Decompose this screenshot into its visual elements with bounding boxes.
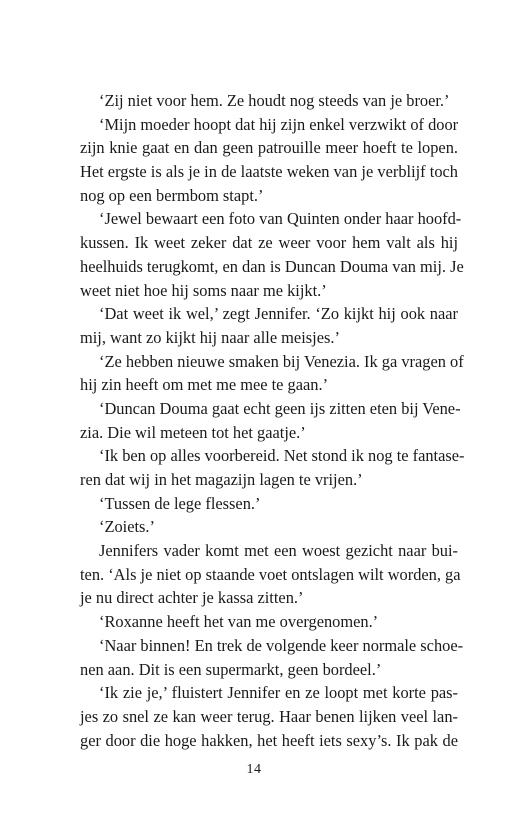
text-line: ‘Ik zie je,’ fluistert Jennifer en ze loopt met korte pas-: [99, 683, 458, 703]
text-line: ‘Roxanne heeft het van me overgenomen.’: [99, 612, 379, 632]
text-line: kussen. Ik weet zeker dat ze weer voor hem valt als hij: [80, 233, 458, 253]
text-line: mij, want zo kijkt hij naar alle meisjes.’: [80, 327, 340, 347]
text-line: hij zin heeft om met me mee te gaan.’: [80, 375, 329, 395]
text-line: zijn knie gaat en dan geen patrouille meer hoeft te lopen.: [80, 138, 458, 158]
text-line: ‘Ik ben op alles voorbereid. Net stond ik nog te fantase-: [99, 446, 465, 466]
text-line: ‘Zoiets.’: [99, 517, 155, 537]
text-line: nog op een bermbom stapt.’: [80, 185, 264, 205]
text-line: ‘Tussen de lege flessen.’: [99, 493, 261, 513]
text-line: weet niet hoe hij soms naar me kijkt.’: [80, 280, 327, 300]
text-line: ‘Jewel bewaart een foto van Quinten onder haar hoofd-: [99, 209, 462, 229]
text-line: ‘Zij niet voor hem. Ze houdt nog steeds van je broer.’: [99, 91, 450, 110]
text-line: nen aan. Dit is een supermarkt, geen bordeel.’: [80, 659, 382, 679]
text-line: zia. Die wil meteen tot het gaatje.’: [80, 422, 306, 442]
text-line: ‘Naar binnen! En trek de volgende keer normale schoe-: [99, 635, 464, 655]
page-number: 14: [246, 762, 262, 777]
text-line: ren dat wij in het magazijn lagen te vrijen.’: [80, 470, 363, 489]
body-text: [80, 89, 465, 752]
text-line: heelhuids terugkomt, en dan is Duncan Douma van mij. Je: [80, 256, 464, 276]
text-line: ‘Mijn moeder hoopt dat hij zijn enkel verzwikt of door: [99, 114, 459, 134]
text-line: jes zo snel ze kan weer terug. Haar benen lijken veel lan-: [80, 706, 458, 726]
text-line: Het ergste is als je in de laatste weken van je verblijf toch: [80, 162, 458, 182]
text-line: ten. ‘Als je niet op staande voet ontslagen wilt worden, ga: [80, 564, 461, 584]
text-line: Jennifers vader komt met een woest gezicht naar bui-: [99, 541, 458, 561]
text-line: ‘Ze hebben nieuwe smaken bij Venezia. Ik ga vragen of: [99, 351, 464, 371]
text-line: ‘Duncan Douma gaat echt geen ijs zitten eten bij Vene-: [99, 398, 461, 418]
text-line: je nu direct achter je kassa zitten.’: [80, 588, 304, 608]
text-line: ger door die hoge hakken, het heeft iets sexy’s. Ik pak de: [80, 730, 458, 750]
text-line: ‘Dat weet ik wel,’ zegt Jennifer. ‘Zo kijkt hij ook naar: [99, 304, 458, 324]
